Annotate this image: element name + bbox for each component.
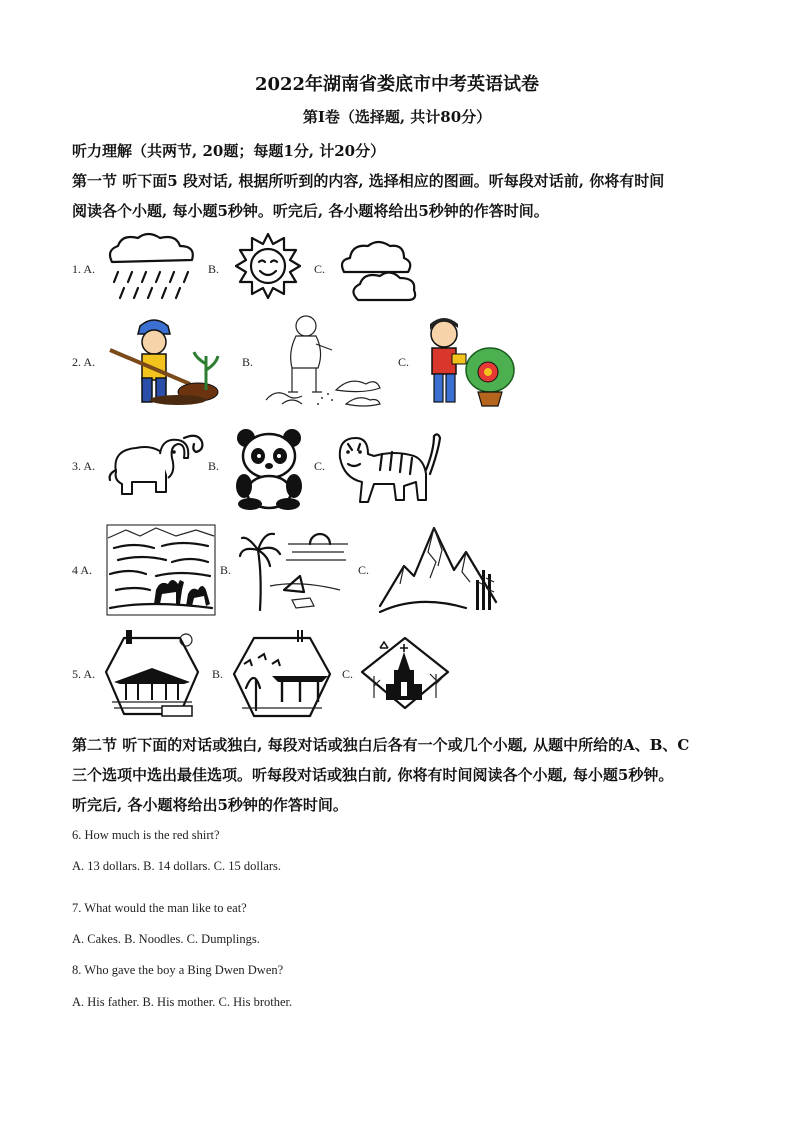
q3-c-label: C. — [314, 459, 326, 473]
q7-options: A. Cakes. B. Noodles. C. Dumplings. — [72, 932, 260, 946]
chinese-garden-icon — [104, 626, 200, 724]
q2-label: 2. A. — [72, 355, 96, 369]
q2-c-label: C. — [398, 355, 410, 369]
q3-label: 3. A. — [72, 459, 96, 473]
mountains-icon — [378, 522, 500, 620]
tiger-icon — [334, 430, 440, 512]
elephant-icon — [106, 428, 206, 512]
q4-c-label: C. — [358, 563, 370, 577]
beach-palm-icon — [240, 526, 350, 616]
section2-instructions-line3: 听完后, 各小题将给出5秒钟的作答时间。 — [72, 796, 348, 814]
chinese-gate-icon — [232, 628, 332, 726]
boy-watering-flowers-icon — [416, 312, 516, 414]
q8-question: 8. Who gave the boy a Bing Dwen Dwen? — [72, 963, 284, 977]
q3-b-label: B. — [208, 459, 220, 473]
rain-cloud-icon — [104, 232, 200, 306]
q5-label: 5. A. — [72, 667, 96, 681]
part-heading: 听力理解（共两节, 20题；每题1分, 计20分） — [72, 142, 386, 160]
q8-options: A. His father. B. His mother. C. His brother. — [72, 995, 293, 1009]
cloud-icon — [338, 238, 418, 310]
boy-planting-tree-icon — [106, 312, 238, 412]
q6-question: 6. How much is the red shirt? — [72, 828, 220, 842]
section1-instructions-line2: 阅读各个小题, 每小题5秒钟。听完后, 各小题将给出5秒钟的作答时间。 — [72, 202, 549, 220]
q1-b-label: B. — [208, 262, 220, 276]
page-title: 2022年湖南省娄底市中考英语试卷 — [254, 74, 540, 95]
church-icon — [360, 636, 450, 714]
q1-label: 1. A. — [72, 262, 96, 276]
q7-question: 7. What would the man like to eat? — [72, 901, 247, 915]
q2-b-label: B. — [242, 355, 254, 369]
page-subtitle: 第Ⅰ卷（选择题, 共计80分） — [302, 108, 492, 126]
panda-icon — [232, 426, 306, 514]
section2-instructions-line1: 第二节 听下面的对话或独白, 每段对话或独白后各有一个或几个小题, 从题中所给的A、B、C — [72, 736, 690, 754]
q4-label: 4 A. — [72, 563, 93, 577]
q4-b-label: B. — [220, 563, 232, 577]
q6-options: A. 13 dollars. B. 14 dollars. C. 15 dollars. — [72, 859, 282, 873]
q5-c-label: C. — [342, 667, 354, 681]
section1-instructions-line1: 第一节 听下面5 段对话, 根据所听到的内容, 选择相应的图画。听每段对话前, 你将有时间 — [72, 172, 665, 190]
desert-camels-icon — [106, 524, 216, 620]
sun-icon — [232, 230, 304, 306]
man-feeding-chickens-icon — [262, 312, 392, 412]
section2-instructions-line2: 三个选项中选出最佳选项。听每段对话或独白前, 你将有时间阅读各个小题, 每小题5秒钟。 — [72, 766, 674, 784]
q1-c-label: C. — [314, 262, 326, 276]
q5-b-label: B. — [212, 667, 224, 681]
